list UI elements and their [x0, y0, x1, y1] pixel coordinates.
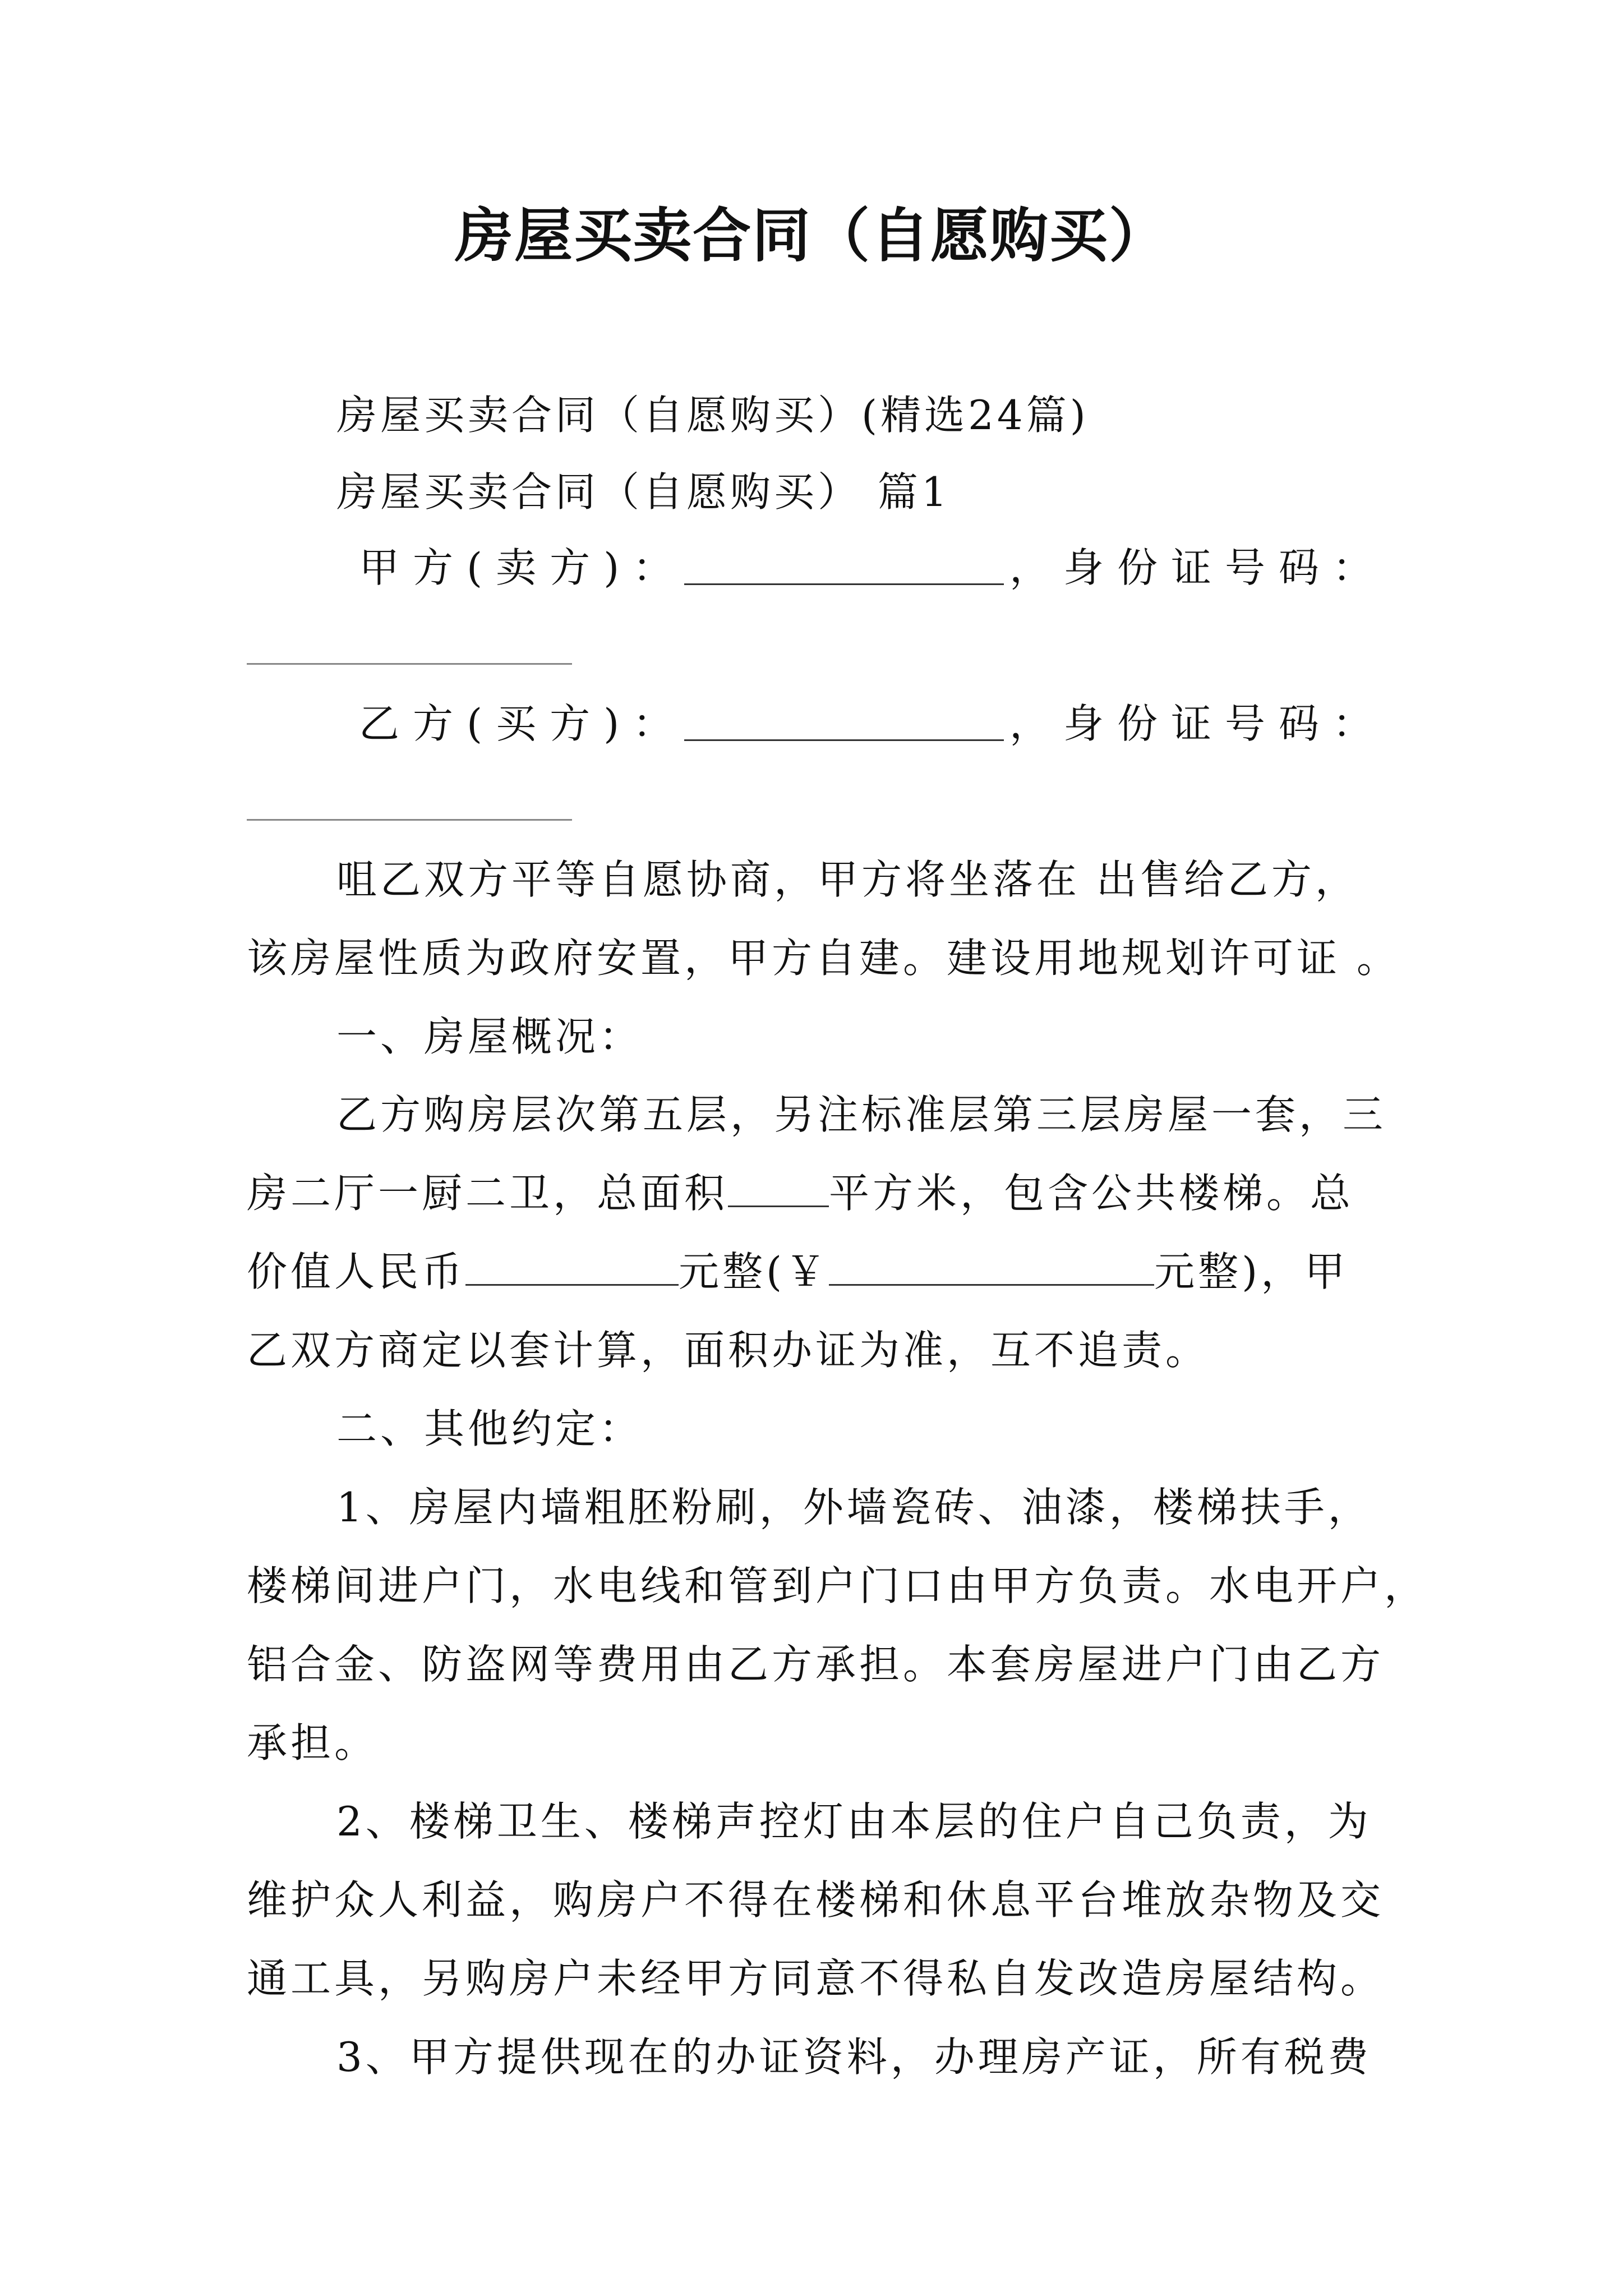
party-a-id-label: ，身份证号码：	[1009, 544, 1387, 591]
paragraph-line: 铝合金、防盗网等费用由乙方承担。本套房屋进户门由乙方	[247, 1641, 1385, 1688]
party-a-name-blank	[684, 549, 1004, 585]
party-a-id-blank	[247, 663, 572, 665]
party-b-label: 乙方(买方)：	[359, 700, 687, 747]
paragraph-line: 乙双方商定以套计算，面积办证为准，互不追责。	[247, 1327, 1210, 1374]
paragraph-line: 咀乙双方平等自愿协商，甲方将坐落在 出售给乙方，	[336, 856, 1359, 903]
party-a-label: 甲方(卖方)：	[359, 544, 687, 591]
price-words-blank	[465, 1249, 679, 1286]
paragraph-line: 楼梯间进户门，水电线和管到户门口由甲方负责。水电开户，	[247, 1562, 1428, 1609]
party-b-name-blank	[684, 705, 1004, 741]
paragraph-text: 平方米，包含公共楼梯。总	[829, 1170, 1354, 1217]
paragraph-text: 房二厅一厨二卫，总面积	[247, 1170, 728, 1217]
party-b-id-blank	[247, 819, 572, 821]
paragraph-text: 价值人民币	[247, 1248, 466, 1295]
paragraph-line	[247, 1244, 1348, 1300]
document-subtitle: 房屋买卖合同（自愿购买）(精选24篇)	[336, 392, 1089, 439]
paragraph-line: 3、甲方提供现在的办证资料，办理房产证，所有税费	[336, 2033, 1372, 2081]
document-title: 房屋买卖合同（自愿购买）	[454, 201, 1168, 270]
paragraph-line	[247, 1165, 1354, 1221]
section-heading-2: 二、其他约定：	[336, 1405, 643, 1452]
paragraph-text: 元整)，甲	[1154, 1248, 1349, 1295]
paragraph-text: 元整(￥	[679, 1248, 829, 1295]
party-b-id-label: ，身份证号码：	[1009, 700, 1387, 747]
paragraph-line: 2、楼梯卫生、楼梯声控灯由本层的住户自己负责，为	[336, 1798, 1372, 1845]
paragraph-line: 该房屋性质为政府安置，甲方自建。建设用地规划许可证 。	[247, 935, 1400, 982]
section-heading-1: 一、房屋概况：	[336, 1013, 643, 1060]
section-heading: 房屋买卖合同（自愿购买） 篇1	[336, 468, 951, 516]
paragraph-line: 维护众人利益，购房户不得在楼梯和休息平台堆放杂物及交	[247, 1876, 1385, 1924]
paragraph-line: 通工具，另购房户未经甲方同意不得私自发改造房屋结构。	[247, 1955, 1385, 2002]
paragraph-line: 乙方购房层次第五层，另注标准层第三层房屋一套，三	[336, 1091, 1387, 1138]
paragraph-line: 1、房屋内墙粗胚粉刷，外墙瓷砖、油漆，楼梯扶手，	[336, 1484, 1372, 1531]
price-number-blank	[829, 1249, 1154, 1286]
area-blank	[728, 1171, 829, 1207]
paragraph-line: 承担。	[247, 1719, 379, 1766]
